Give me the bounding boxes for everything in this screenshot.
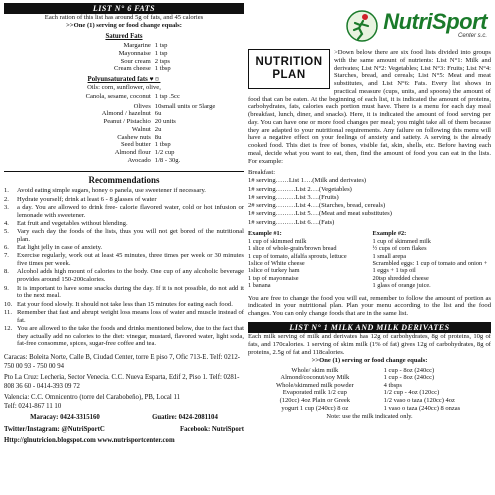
free-change-text: You are free to change the food you will eat, remember to follow the amount of portion as indicated in your nutritional plan. Plan your menu according to the list and the food changes. You can only change foods that are in the same list. (248, 294, 491, 318)
recommendation-number: 4. (4, 219, 9, 227)
recommendation-item (4, 196, 244, 204)
food-amount: 10small units or 5large (154, 102, 216, 110)
fats-list-banner: LIST N° 6 FATS (4, 3, 244, 14)
plan-title-line-1: NUTRITION (255, 56, 323, 68)
milk-amount: 1/2 cup - 4oz (120cc) (383, 389, 440, 397)
example-2-item: 1 cup of skimmed milk (372, 237, 431, 245)
serving-line: 1# serving………List 5….(Meat and meat substitutes) (248, 210, 392, 218)
puerto-la-cruz-address: Pto La Cruz: Lecheria, Sector Venecia. C.C. Nueva Esparta, Edif 2, Piso 1. Telf: 0281-808 36 60 - 0414-393 09 72 (4, 374, 240, 390)
example-2-item: 1 glass of orange juice. (372, 282, 431, 290)
nutrition-plan-section (248, 49, 491, 165)
examples (248, 230, 491, 289)
food-amount: 20 units (154, 118, 176, 126)
valencia-address: Valencia: C.C. Omnicentro (torre del Carabobeño), PB, Local 11 (4, 394, 181, 402)
saturated-fats-table (4, 42, 244, 73)
food-amount: 6u (154, 110, 162, 118)
recommendation-text: Eat fruit and vegetables without blending. (17, 219, 128, 227)
recommendation-item (4, 187, 244, 195)
logo-wordmark: NutriSport (383, 9, 487, 35)
milk-food: yogurt 1 cup (240cc) 8 oz (281, 404, 349, 412)
valencia-phone: Telf: 0241-867 11 10 (4, 402, 62, 410)
milk-food: Whole/skimmed milk powder (276, 381, 354, 389)
table-row (4, 110, 244, 118)
runner-logo-icon (345, 9, 379, 43)
recommendation-item (4, 244, 244, 252)
example-1 (248, 230, 367, 289)
recommendation-text: Vary each day the foods of the lists, thus you will not get bored of the nutritional plan. (17, 228, 244, 243)
milk-food: Evaporated milk 1/2 cup (282, 389, 347, 397)
food-name: Seed butter (120, 141, 151, 149)
serving-line: 2# serving………List 4….(Starches, bread, cereals) (248, 202, 386, 210)
recommendation-item (4, 252, 244, 268)
milk-amount: 1 cup - 8oz (240cc) (383, 366, 435, 374)
right-column (248, 3, 491, 421)
food-name: Mayonnaise (118, 49, 151, 57)
servings-list (248, 177, 491, 226)
table-row (4, 126, 244, 134)
milk-serving-note: >>One (1) serving or food change equals: (311, 356, 428, 364)
recommendation-text: It is important to have some snacks during the day. If it is not possible, do not add it to the next meal. (17, 284, 244, 300)
recommendation-item (4, 309, 244, 325)
food-amount: 1 tsp (154, 49, 168, 57)
table-row (4, 149, 244, 157)
recommendation-number: 10. (4, 300, 13, 308)
recommendation-number: 11. (4, 308, 12, 316)
milk-amount: 4 tbsps (383, 381, 402, 389)
food-amount: 2 tsps (154, 57, 171, 65)
recommendation-item (4, 285, 244, 301)
food-amount: 1 tsp (154, 41, 168, 49)
food-name: Cashew nuts (117, 133, 151, 141)
recommendation-number: 9. (4, 284, 9, 292)
nutrition-plan-title (248, 49, 330, 89)
milk-food: Almond/coconut/soy Milk (280, 374, 350, 382)
milk-intro: Each milk serving of milk and derivates has 12g of carbohydrates, 8g of proteins, 10g of fats, and 170calories. 1 serving of skim milk (1% of fat) gives 12g of carbohydrates, 8g of proteins, 2.5g of fat and 118calories. (248, 333, 491, 356)
example-1-item: 1 cup of skimmed milk (248, 237, 307, 245)
food-amount: 1/8 - 30g. (154, 156, 181, 164)
nutrisport-logo (248, 3, 491, 49)
food-amount: 1/2 cup (154, 149, 175, 157)
example-2-item: ½ cups of corn flakes (372, 245, 427, 253)
table-row (248, 397, 491, 405)
table-row (4, 157, 244, 165)
caracas-address: Caracas: Boleita Norte, Calle B, Ciudad Center, torre E piso 7, Ofic 713-E. Telf: 0212- 750 00 93 - 750 00 94 (4, 354, 241, 370)
table-row (4, 141, 244, 149)
table-row (4, 118, 244, 126)
table-row (4, 50, 244, 58)
facebook-handle: Facebook: NutriSport (180, 425, 244, 433)
recommendation-item (4, 268, 244, 284)
polyunsaturated-fats-table (4, 103, 244, 165)
serving-line: 1# serving………List 2….(Vegetables) (248, 185, 352, 193)
table-row (248, 389, 491, 397)
nutrition-plan-text: >Down below there are six food lists divided into groups with the same amount of nutrients: List N°1: Milk and derivates; List N°2: Vegetables; List N°3: Fruits; List N°4: Starches, bread, and cereals; List N°5: Meat and meat substitutes, and List N°6: Fats. Every list shows in practical measure (cups, units, and spoons) the amount of food that can be eaten. At the beginning of each list, it is indicated the amount of proteins, carbohydrates, fats, calories each portion must have. There is a menu for each day meal (breakfast, lunch, diner, and snacks). Here, it is indicated the amount of food serving per day. You can have one or more food changes per meal; you might take all of them because they are adapted to your nutritional requirements. Any failure on following this menu will have a negative effect on your feelings of anxiety and satiety. A serving is the already cooked food. This diet is free of bones, visible fat, skin, shells, etc. Before having each meal, decide what you want to eat, then, find the amount of food you can eat in the lists. For example: (248, 49, 491, 165)
food-amount: 1 tbsp (154, 65, 171, 73)
food-name: Almond / hazelnut (101, 110, 151, 118)
example-2-item: Scrambled eggs: 1 cup of tomato and onion + 1 eggs + 1 tsp oil (372, 260, 488, 275)
recommendation-number: 12. (4, 324, 13, 332)
example-2-item: 20tsp shredded cheese (372, 274, 429, 282)
recommendation-item (4, 204, 244, 220)
example-2-heading: Example #2: (372, 230, 407, 238)
recommendation-text: Remember that fast and abrupt weight loss means loss of water and muscle instead of fat. (17, 308, 244, 324)
example-1-item: 1 tsp of mayonnaise (248, 274, 299, 282)
milk-food: Whole/ skim milk (291, 366, 339, 374)
saturated-fats-heading: Satured Fats (105, 32, 143, 40)
recommendation-number: 2. (4, 195, 9, 203)
recommendation-text: Avoid eating simple sugars, honey o panela, use sweetener if necessary. (17, 187, 206, 195)
recommendation-text: You are allowed to the take the foods and drinks mentioned below, due to the fact that they actually add no calories to the diet: vinegar, mustard, flavored water, light soda, fat-free consomme, spices, sugar-free coffee and tea. (17, 324, 244, 348)
table-row (4, 58, 244, 66)
breakfast-block (248, 169, 491, 226)
fats-serving-note: >>One (1) serving or food change equals: (66, 22, 182, 30)
milk-amount: 1 vaso o taza (240cc) 8 onzas (383, 404, 461, 412)
left-column (4, 3, 244, 446)
maracay-phone: Maracay: 0424-3315160 (30, 414, 100, 422)
food-name: Avocado (127, 156, 151, 164)
table-row (248, 405, 491, 413)
polyunsaturated-fats-heading: Polyunsaturated fats ♥☺ (87, 76, 161, 84)
recommendation-number: 6. (4, 244, 9, 252)
table-row (4, 134, 244, 142)
guatire-phone: Guatire: 0424-2081104 (152, 414, 218, 422)
example-1-item: 1 slice of whole-grain/brown bread (248, 245, 337, 253)
food-amount: 1 tbsp (154, 141, 171, 149)
example-1-item: 1slice of White cheese (248, 260, 305, 268)
recommendation-text: Alcohol adds high mount of calories to the body. One cup of any alcoholic beverage provides around 150-200calories. (17, 268, 244, 284)
table-row (4, 103, 244, 111)
recommendation-number: 3. (4, 203, 9, 211)
milk-note: Note: use the milk indicated only. (326, 413, 413, 421)
recommendation-item (4, 325, 244, 348)
milk-amount: 1 cup - 8oz (240cc) (383, 374, 435, 382)
table-row (248, 374, 491, 382)
recommendations-list (4, 187, 244, 348)
recommendation-number: 5. (4, 228, 9, 236)
table-row (4, 93, 244, 101)
recommendation-number: 1. (4, 187, 9, 195)
example-1-item: 1 cup of tomato, alfalfa sprouts, lettuce (248, 252, 347, 260)
milk-list (248, 322, 491, 421)
table-row (4, 42, 244, 50)
milk-food: (120cc) 4oz Plain or Greek (279, 397, 351, 405)
food-name: Sour cream (120, 57, 151, 65)
food-name: Almond flour (114, 149, 151, 157)
serving-line: 1# serving………List 6….(Fats) (248, 218, 335, 226)
plan-title-line-2: PLAN (272, 69, 306, 82)
example-2 (373, 230, 492, 289)
food-name: Olives (133, 102, 151, 110)
milk-list-banner: LIST N° 1 MILK AND MILK DERIVATES (248, 322, 491, 333)
food-name: Walnut (131, 125, 151, 133)
food-name: Peanut / Pistachio (103, 118, 151, 126)
food-name: Cream cheese (114, 65, 151, 73)
example-1-item: 1 banana (248, 282, 271, 290)
table-row (248, 382, 491, 390)
recommendation-item (4, 301, 244, 309)
food-amount: 2u (154, 125, 162, 133)
social-row (4, 426, 244, 434)
recommendation-item (4, 228, 244, 244)
website-line: Http://glnutricion.blogspot.com www.nutrisportcenter.com (4, 437, 175, 445)
recommendations-title: Recommendations (4, 171, 244, 186)
oils-amount: 1 tsp .5cc (154, 92, 180, 100)
table-row (4, 65, 244, 73)
recommendation-item (4, 220, 244, 228)
recommendation-text: Exercise regularly, work out at least 45 minutes, three times per week or 30 minutes five times per week. (17, 252, 244, 268)
logo-subtitle: Center s.c. (457, 33, 487, 40)
recommendation-number: 8. (4, 268, 9, 276)
contact-block (4, 354, 244, 445)
recommendation-number: 7. (4, 252, 9, 260)
recommendation-text: Eat light jelly in case of anxiety. (17, 244, 103, 252)
oils-table (4, 93, 244, 101)
example-1-heading: Example #1: (248, 230, 282, 238)
food-amount: 8u (154, 133, 162, 141)
example-1-item: 1slice of turkey ham (248, 267, 300, 275)
twitter-handle: Twitter/Instagram: @NutriSportC (4, 425, 105, 433)
oils-line-2: Canola, sesame, coconut (85, 92, 151, 100)
phones-row (4, 414, 244, 422)
serving-line: 1# serving………List 3….(Fruits) (248, 193, 339, 201)
breakfast-label: Breakfast: (248, 169, 276, 177)
serving-line: 1# serving……List 1….(Milk and derivates) (248, 177, 367, 185)
milk-table (248, 367, 491, 413)
oils-line-1: Oils: corn, sunflower, olive, (87, 84, 161, 92)
recommendation-text: Eat your food slowly. It should not take less than 15 minutes for eating each food. (17, 300, 233, 308)
recommendation-text: a day. You are allowed to drink free- calorie flavored water, cold or hot infusion or lemonade with sweetener. (17, 203, 244, 219)
recommendation-text: Hydrate yourself; drink at least 6 - 8 glasses of water (17, 195, 157, 203)
table-row (248, 367, 491, 375)
food-name: Margarine (123, 41, 151, 49)
fats-intro: Each ration of this list has around 5g of fats, and 45 calories (44, 14, 204, 22)
milk-amount: 1/2 vaso o taza (120cc) 4oz (383, 397, 455, 405)
example-2-item: 1 small arepa (372, 252, 407, 260)
